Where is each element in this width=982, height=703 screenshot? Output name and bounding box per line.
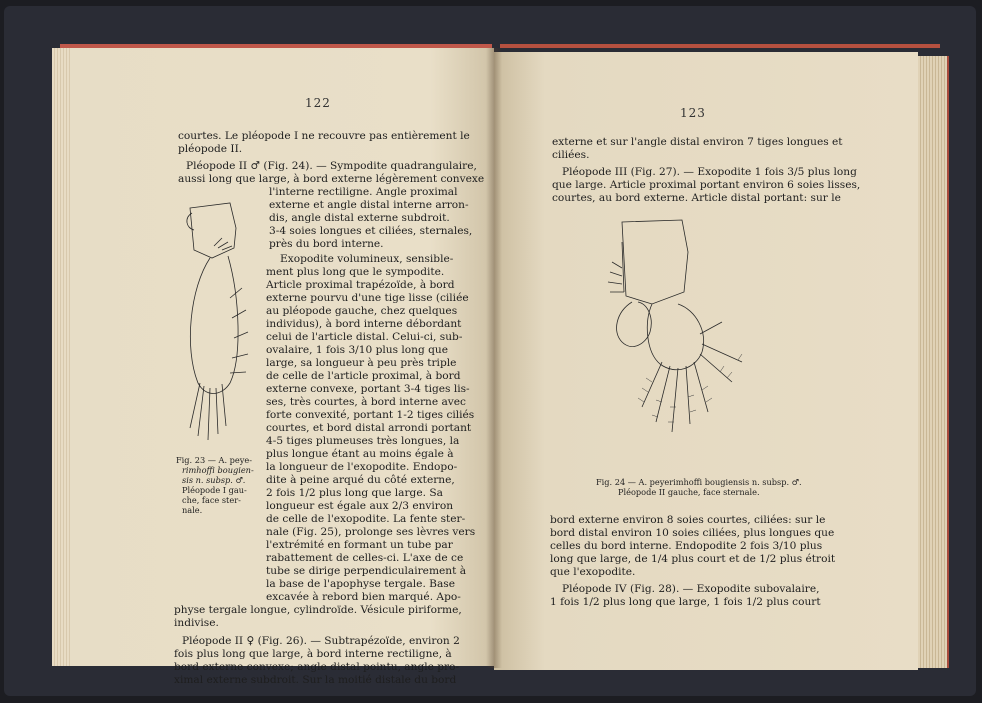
text-line: Pléopode III (Fig. 27). — Exopodite 1 fois 3/5 plus long [562,166,857,178]
figure-23-pleopod-drawing [170,188,265,458]
text-line: excavée à rebord bien marqué. Apo- [266,591,461,603]
text-line: nale (Fig. 25), prolonge ses lèvres vers [266,526,476,538]
text-line: courtes. Le pléopode I ne recouvre pas entièrement le [178,130,470,142]
text-line: Article proximal trapézoïde, à bord [266,279,455,291]
text-line: ciliées. [552,149,590,161]
text-line: 2 fois 1/2 plus long que large. Sa [266,487,443,499]
text-line: physe tergale longue, cylindroïde. Vésicule piriforme, [174,604,462,616]
figure-caption-line: nale. [182,505,203,515]
figure-caption-line: Pléopode II gauche, face sternale. [618,487,760,497]
text-line: de celle de l'exopodite. La fente ster- [266,513,466,525]
text-line: rabattement de celles-ci. L'axe de ce [266,552,464,564]
text-line: Exopodite volumineux, sensible- [280,253,454,265]
book-gutter [486,48,502,668]
text-line: Pléopode II ♂ (Fig. 24). — Sympodite quadrangulaire, [186,160,477,172]
text-line: large, sa longueur à peu près triple [266,357,457,369]
text-line: externe et angle distal interne arron- [269,199,469,211]
text-line: tube se dirige perpendiculairement à [266,565,467,577]
page-stack-right [915,56,949,668]
text-line: plus longue étant au moins égale à [266,448,454,460]
figure-caption-line: Fig. 23 — A. peye- [176,455,252,465]
text-line: bord externe environ 8 soies courtes, ciliées: sur le [550,514,826,526]
text-line: courtes, au bord externe. Article distal portant: sur le [552,192,841,204]
text-line: indivise. [174,617,219,629]
text-line: individus), à bord interne débordant [266,318,462,330]
text-line: ximal externe subdroit. Sur la moitié distale du bord [174,674,457,686]
text-line: l'extrémité en formant un tube par [266,539,453,551]
left-page [70,48,494,686]
page-number: 123 [680,106,706,120]
text-line: celui de l'article distal. Celui-ci, sub- [266,331,463,343]
text-line: ovalaire, 1 fois 3/10 plus long que [266,344,449,356]
text-line: externe et sur l'angle distal environ 7 tiges longues et [552,136,843,148]
page-number: 122 [305,96,331,110]
page-stack-left [52,48,70,666]
figure-caption-line: che, face ster- [182,495,241,505]
text-line: bord distal environ 10 soies ciliées, plus longues que [550,527,835,539]
text-line: de celle de l'article proximal, à bord [266,370,461,382]
text-line: externe pourvu d'une tige lisse (ciliée [266,292,469,304]
text-line: fois plus long que large, à bord interne rectiligne, à [174,648,452,660]
figure-caption-line: Fig. 24 — A. peyerimhoffi bougiensis n. subsp. ♂. [596,477,802,487]
right-page [494,52,918,670]
text-line: près du bord interne. [269,238,384,250]
text-line: ment plus long que le sympodite. [266,266,445,278]
figure-24-pleopod-drawing [592,212,792,472]
page-edge-red-right [500,44,940,48]
text-line: que large. Article proximal portant environ 6 soies lisses, [552,179,861,191]
text-line: long que large, de 1/4 plus court et de 1/2 plus étroit [550,553,836,565]
text-line: 3-4 soies longues et ciliées, sternales, [269,225,473,237]
text-line: l'interne rectiligne. Angle proximal [269,186,458,198]
text-line: ses, très courtes, à bord interne avec [266,396,466,408]
figure-caption-line: sis n. subsp. ♂. [182,475,246,485]
text-line: longueur est égale aux 2/3 environ [266,500,454,512]
text-line: dis, angle distal externe subdroit. [269,212,450,224]
text-line: 4-5 tiges plumeuses très longues, la [266,435,460,447]
text-line: externe convexe, portant 3-4 tiges lis- [266,383,470,395]
text-line: la base de l'apophyse tergale. Base [266,578,455,590]
text-line: au pléopode gauche, chez quelques [266,305,458,317]
text-line: pléopode II. [178,143,243,155]
text-line: Pléopode II ♀ (Fig. 26). — Subtrapézoïde, environ 2 [182,635,460,647]
text-line: que l'exopodite. [550,566,636,578]
text-line: celles du bord interne. Endopodite 2 fois 3/10 plus [550,540,823,552]
figure-caption-line: rimhoffi bougien- [182,465,254,475]
text-line: dite à peine arqué du côté externe, [266,474,455,486]
figure-caption-line: Pléopode I gau- [182,485,247,495]
text-line: forte convexité, portant 1-2 tiges ciliés [266,409,475,421]
text-line: 1 fois 1/2 plus long que large, 1 fois 1/2 plus court [550,596,821,608]
text-line: courtes, et bord distal arrondi portant [266,422,472,434]
text-line: la longueur de l'exopodite. Endopo- [266,461,458,473]
text-line: Pléopode IV (Fig. 28). — Exopodite subovalaire, [562,583,820,595]
text-line: aussi long que large, à bord externe légèrement convexe [178,173,485,185]
text-line: bord externe convexe; angle distal pointu, angle pro- [174,661,460,673]
